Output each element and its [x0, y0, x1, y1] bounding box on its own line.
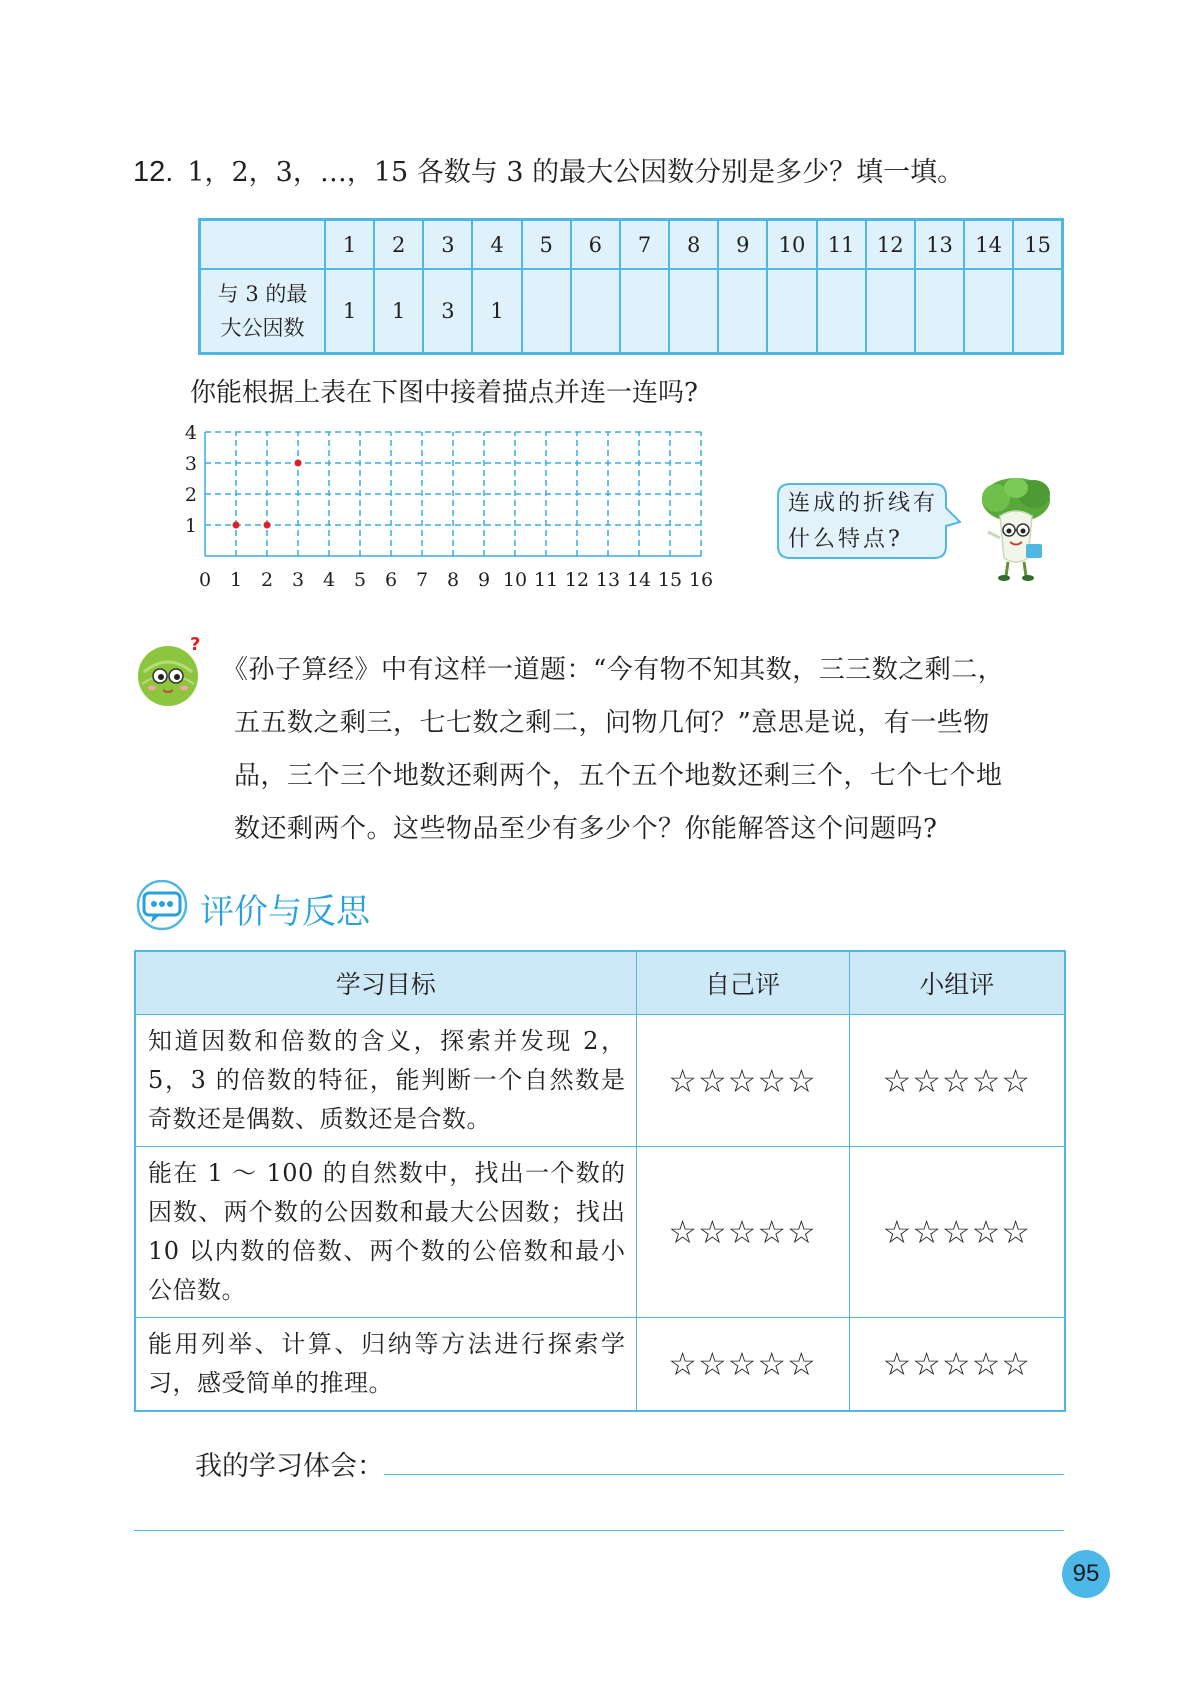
question-mark-icon: ?	[190, 634, 201, 655]
gcd-header-cell: 4	[472, 220, 521, 270]
gcd-header-cell: 3	[423, 220, 472, 270]
gcd-value-cell[interactable]	[669, 269, 718, 354]
x-tick-label: 4	[322, 569, 336, 591]
review-title: 评价与反思	[200, 892, 370, 932]
gcd-value-cell: 1	[472, 269, 521, 354]
gcd-header-cell: 11	[817, 220, 866, 270]
problem-12-heading	[133, 150, 964, 189]
x-tick-label: 5	[353, 569, 367, 591]
gcd-plot[interactable]	[180, 425, 720, 595]
experience-label: 我的学习体会：	[195, 1451, 384, 1482]
gcd-row-label-line2: 大公因数	[220, 316, 305, 340]
x-tick-label: 3	[291, 569, 305, 591]
x-tick-label: 13	[595, 569, 621, 591]
speech-bubble-text	[788, 486, 958, 558]
x-tick-label: 8	[446, 569, 460, 591]
x-tick-label: 12	[564, 569, 590, 591]
gcd-value-cell: 1	[325, 269, 374, 354]
gcd-value-cell[interactable]	[620, 269, 669, 354]
review-header-self: 自己评	[636, 951, 849, 1015]
plot-y-ticks	[185, 425, 197, 537]
y-tick-label: 3	[184, 453, 197, 475]
gcd-header-cell: 10	[767, 220, 816, 270]
page-number: 95	[1062, 1550, 1110, 1598]
speech-bubble-line1: 连成的折线有	[788, 491, 939, 516]
review-row	[135, 1318, 1065, 1412]
problem-text: 1，2，3，…，15 各数与 3 的最大公因数分别是多少？填一填。	[187, 157, 965, 188]
x-tick-label: 15	[657, 569, 683, 591]
gcd-value-cell[interactable]	[571, 269, 620, 354]
review-header-goal: 学习目标	[135, 951, 636, 1015]
review-table	[134, 950, 1066, 1412]
gcd-header-cell: 2	[374, 220, 423, 270]
gcd-value-cell: 1	[374, 269, 423, 354]
sunzi-line: 数还剩两个。这些物品至少有多少个？你能解答这个问题吗?	[234, 814, 938, 844]
self-rating-stars[interactable]: ☆☆☆☆☆	[636, 1015, 849, 1147]
gcd-value-cell: 3	[423, 269, 472, 354]
experience-input-line[interactable]	[384, 1474, 1064, 1475]
x-tick-label: 9	[477, 569, 491, 591]
gcd-table	[198, 218, 1064, 355]
self-rating-stars[interactable]: ☆☆☆☆☆	[636, 1147, 849, 1318]
gcd-value-cell[interactable]	[915, 269, 964, 354]
review-header-group: 小组评	[849, 951, 1065, 1015]
gcd-value-cell[interactable]	[522, 269, 571, 354]
group-rating-stars[interactable]: ☆☆☆☆☆	[849, 1318, 1065, 1412]
bokchoy-mascot-icon	[970, 476, 1062, 584]
self-rating-stars[interactable]: ☆☆☆☆☆	[636, 1318, 849, 1412]
gcd-header-cell: 1	[325, 220, 374, 270]
gcd-header-cell: 12	[866, 220, 915, 270]
gcd-header-cell: 8	[669, 220, 718, 270]
plot-prompt: 你能根据上表在下图中接着描点并连一连吗?	[190, 378, 698, 408]
gcd-header-cell: 5	[522, 220, 571, 270]
x-tick-label: 7	[415, 569, 429, 591]
gcd-table-header-row	[200, 220, 1063, 270]
review-row	[135, 1147, 1065, 1318]
gcd-value-cell[interactable]	[964, 269, 1013, 354]
x-tick-label: 6	[384, 569, 398, 591]
plot-grid	[205, 432, 701, 556]
x-tick-label: 0	[198, 569, 212, 591]
gcd-value-cell[interactable]	[718, 269, 767, 354]
chat-bubble-icon	[133, 880, 191, 932]
plot-point	[264, 522, 271, 529]
group-rating-stars[interactable]: ☆☆☆☆☆	[849, 1147, 1065, 1318]
y-tick-label: 4	[184, 425, 197, 444]
x-tick-label: 2	[260, 569, 274, 591]
gcd-header-cell: 13	[915, 220, 964, 270]
x-tick-label: 1	[229, 569, 243, 591]
plot-point	[233, 522, 240, 529]
gcd-value-cell[interactable]	[767, 269, 816, 354]
plot-x-ticks	[199, 569, 713, 591]
x-tick-label: 16	[688, 569, 714, 591]
gcd-table-corner-cell	[200, 220, 326, 270]
x-tick-label: 10	[502, 569, 528, 591]
sunzi-problem	[222, 644, 1062, 856]
cabbage-mascot-icon	[132, 632, 212, 712]
gcd-value-cell[interactable]	[866, 269, 915, 354]
sunzi-line: 品，三个三个地数还剩两个，五个五个地数还剩三个，七个七个地	[234, 761, 1003, 791]
gcd-row-label	[200, 269, 326, 354]
group-rating-stars[interactable]: ☆☆☆☆☆	[849, 1015, 1065, 1147]
x-tick-label: 14	[626, 569, 652, 591]
gcd-value-cell[interactable]	[1013, 269, 1062, 354]
y-tick-label: 1	[184, 515, 197, 537]
bottom-divider	[134, 1530, 1064, 1531]
sunzi-line: 五五数之剩三，七七数之剩二，问物几何？”意思是说，有一些物	[234, 708, 990, 738]
gcd-header-cell: 9	[718, 220, 767, 270]
gcd-row-label-line1: 与 3 的最	[217, 282, 308, 306]
gcd-header-cell: 15	[1013, 220, 1062, 270]
review-goal: 能在 1 ～ 100 的自然数中，找出一个数的因数、两个数的公因数和最大公因数；找出 10 以内数的倍数、两个数的公倍数和最小公倍数。	[135, 1147, 636, 1318]
gcd-header-cell: 6	[571, 220, 620, 270]
problem-number: 12.	[133, 156, 174, 188]
gcd-table-value-row	[200, 269, 1063, 354]
plot-point	[295, 460, 302, 467]
speech-bubble-line2: 什么特点?	[788, 527, 903, 552]
review-goal: 知道因数和倍数的含义，探索并发现 2，5，3 的倍数的特征，能判断一个自然数是奇数还是偶数、质数还是合数。	[135, 1015, 636, 1147]
y-tick-label: 2	[184, 484, 197, 506]
gcd-value-cell[interactable]	[817, 269, 866, 354]
gcd-header-cell: 14	[964, 220, 1013, 270]
review-header-row	[135, 951, 1065, 1015]
gcd-header-cell: 7	[620, 220, 669, 270]
review-goal: 能用列举、计算、归纳等方法进行探索学习，感受简单的推理。	[135, 1318, 636, 1412]
review-row	[135, 1015, 1065, 1147]
sunzi-line: 《孙子算经》中有这样一道题：“今有物不知其数，三三数之剩二，	[222, 655, 1005, 685]
x-tick-label: 11	[533, 569, 559, 591]
